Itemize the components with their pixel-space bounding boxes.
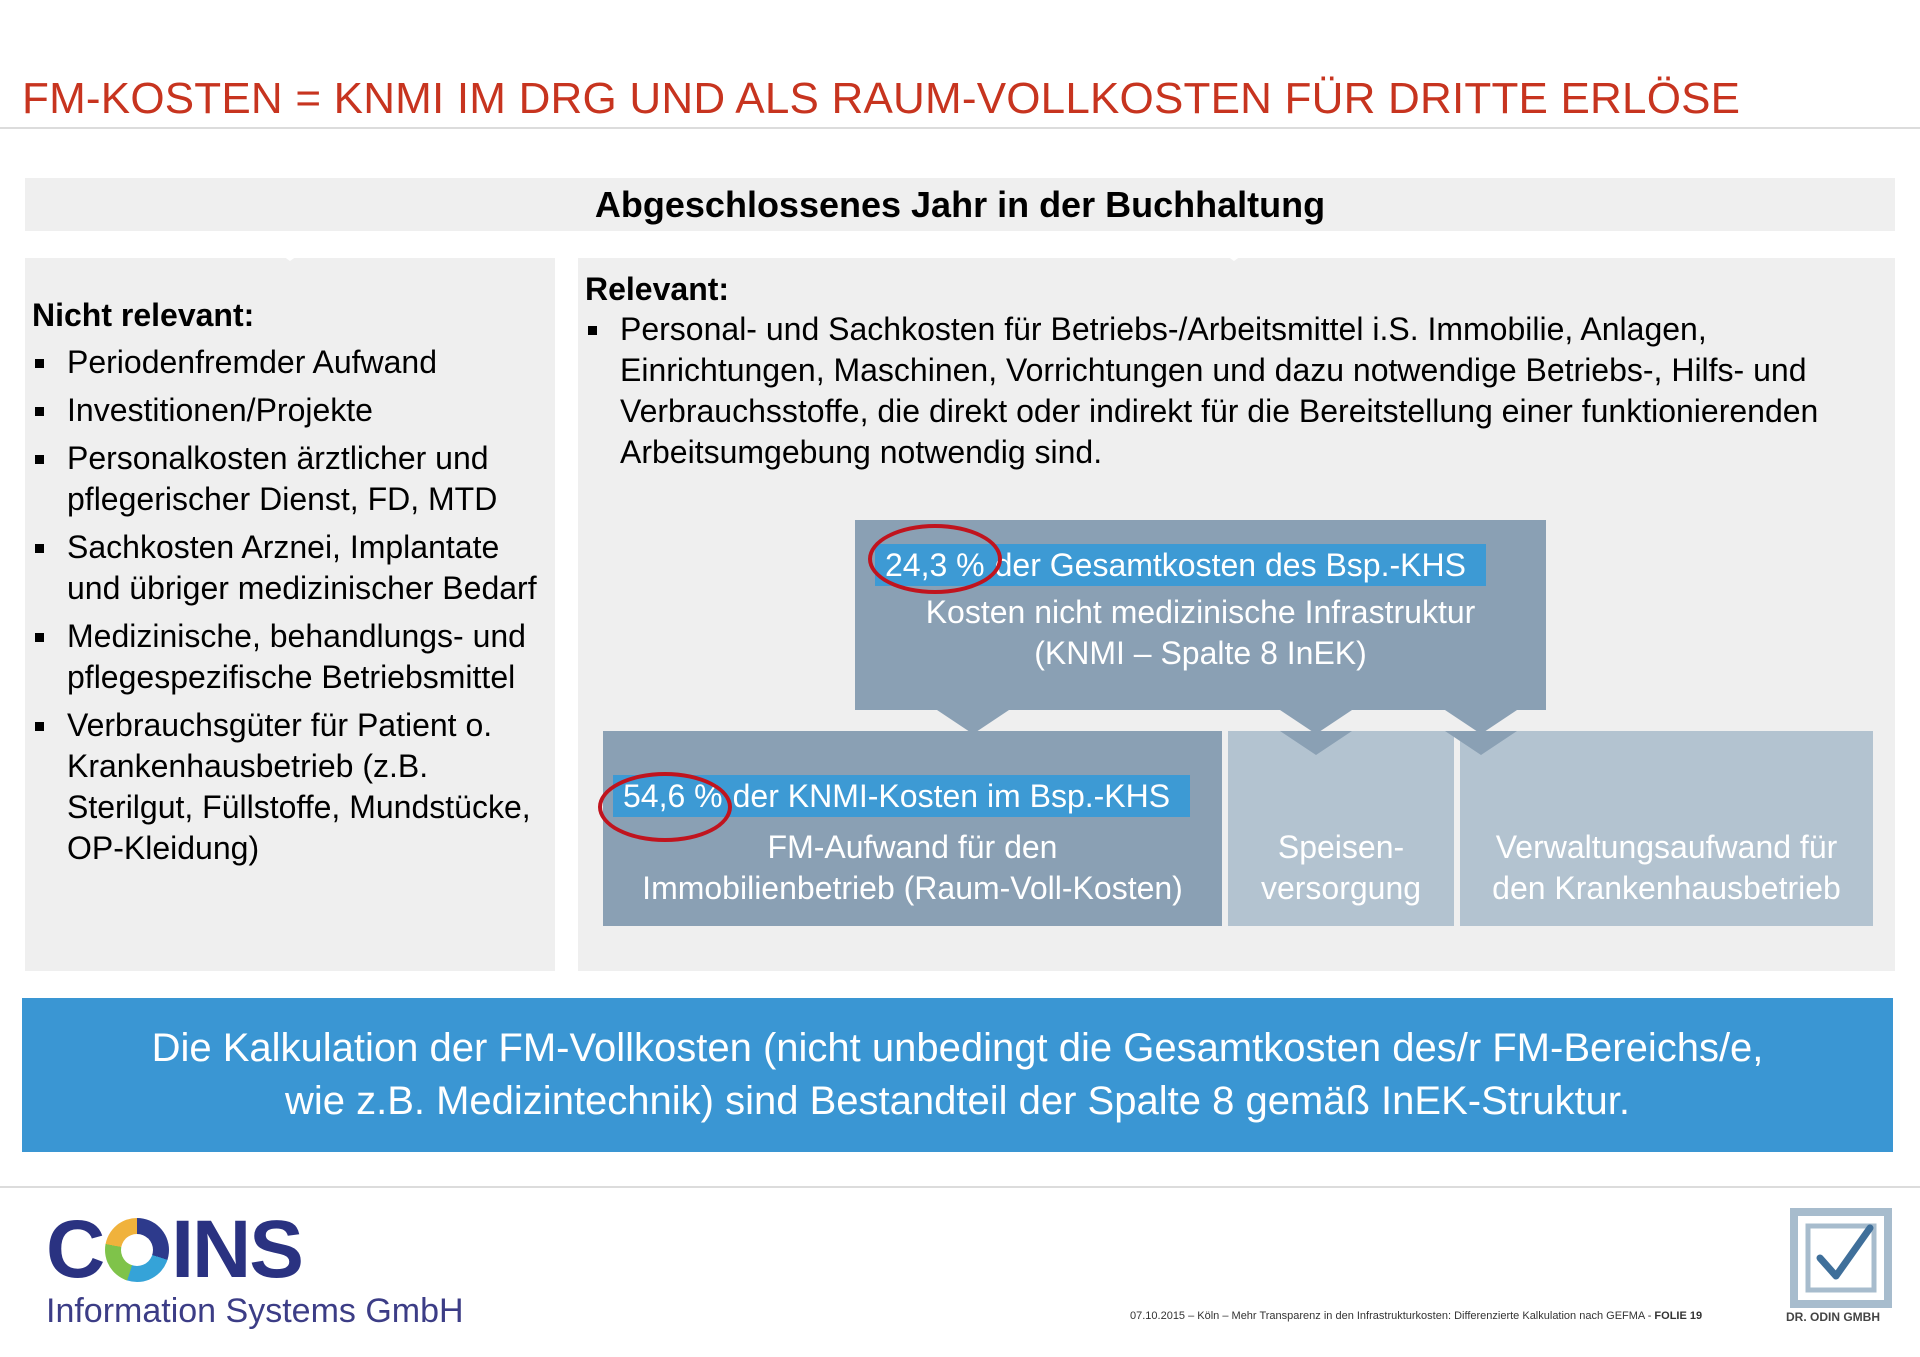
knmi-percent: 24,3 % [875,544,995,586]
speisen-description [1228,827,1454,909]
banner-arrow-left [248,231,332,261]
slide-number: FOLIE 19 [1654,1310,1703,1322]
statement-line2: wie z.B. Medizintechnik) sind Bestandteil der Spalte 8 gemäß InEK-Struktur. [284,1079,1631,1123]
speisen-line2: versorgung [1260,870,1422,906]
knmi-percent-highlight-circle [868,524,1002,594]
coins-word-end: INS [171,1204,302,1295]
fm-line2: Immobilienbetrieb (Raum-Voll-Kosten) [642,870,1183,906]
list-item: Verbrauchsgüter für Patient o. Krankenhausbetrieb (z.B. Sterilgut, Füllstoffe, Mundstücke, OP-Kleidung) [32,705,552,869]
footer-description: 07.10.2015 – Köln – Mehr Transparenz in den Infrastrukturkosten: Differenzierte Kalkulation nach GEFMA - [1130,1310,1655,1322]
fm-box-arrow [937,731,1009,755]
speisen-line1: Speisen- [1277,829,1405,865]
list-item: Sachkosten Arznei, Implantate und übriger medizinischer Bedarf [32,527,552,609]
statement-box [22,998,1893,1152]
speisen-box-arrow [1280,731,1352,755]
statement-line1: Die Kalkulation der FM-Vollkosten (nicht unbedingt die Gesamtkosten des/r FM-Bereichs/e, [151,1026,1764,1070]
knmi-line1: Kosten nicht medizinische Infrastruktur [925,594,1476,630]
knmi-line2: (KNMI – Spalte 8 InEK) [1034,635,1367,671]
not-relevant-list [32,342,552,876]
title-divider [0,127,1920,129]
list-item: Medizinische, behandlungs- und pflegespezifische Betriebsmittel [32,616,552,698]
list-item: Personal- und Sachkosten für Betriebs-/Arbeitsmittel i.S. Immobilie, Anlagen, Einrichtungen, Maschinen, Vorrichtungen und dazu notwendige Betriebs-, Hilfs- und Verbrauchsstoffe, die direkt oder indirekt für die Bereitstellung einer funktionierenden Arbeitsumgebung notwendig sind. [585,309,1875,473]
fm-percent-highlight-circle [598,772,732,842]
knmi-percent-text: der Gesamtkosten des Bsp.-KHS [995,544,1486,586]
relevant-list [585,309,1875,473]
verwaltung-box-arrow [1445,731,1517,755]
fm-percent-text: der KNMI-Kosten im Bsp.-KHS [733,775,1190,817]
odin-checkmark-icon [1790,1208,1892,1308]
speisen-box [1228,731,1454,926]
banner-arrow-right [1192,231,1276,261]
list-item: Investitionen/Projekte [32,390,552,431]
banner-text: Abgeschlossenes Jahr in der Buchhaltung [594,183,1326,225]
knmi-description [855,592,1546,674]
page-title: FM-KOSTEN = KNMI IM DRG UND ALS RAUM-VOLLKOSTEN FÜR DRITTE ERLÖSE [22,74,1741,123]
footer-text [1130,1310,1702,1322]
not-relevant-heading: Nicht relevant: [32,297,255,333]
verwaltung-line2: den Krankenhausbetrieb [1492,870,1841,906]
verwaltung-description [1460,827,1873,909]
verwaltung-box [1460,731,1873,926]
coins-wordmark [46,1204,464,1295]
fm-line1: FM-Aufwand für den [767,829,1058,865]
coins-word-start: C [46,1204,104,1295]
list-item: Periodenfremder Aufwand [32,342,552,383]
footer-divider [0,1186,1920,1188]
coins-subtitle: Information Systems GmbH [46,1292,464,1330]
relevant-heading: Relevant: [585,271,730,307]
fm-description [603,827,1222,909]
list-item: Personalkosten ärztlicher und pflegerischer Dienst, FD, MTD [32,438,552,520]
fm-percent: 54,6 % [613,775,733,817]
coins-ring-icon [105,1218,169,1282]
odin-company-name: DR. ODIN GMBH [1786,1310,1880,1324]
year-banner [25,178,1895,231]
verwaltung-line1: Verwaltungsaufwand für [1495,829,1838,865]
coins-logo [46,1204,464,1331]
